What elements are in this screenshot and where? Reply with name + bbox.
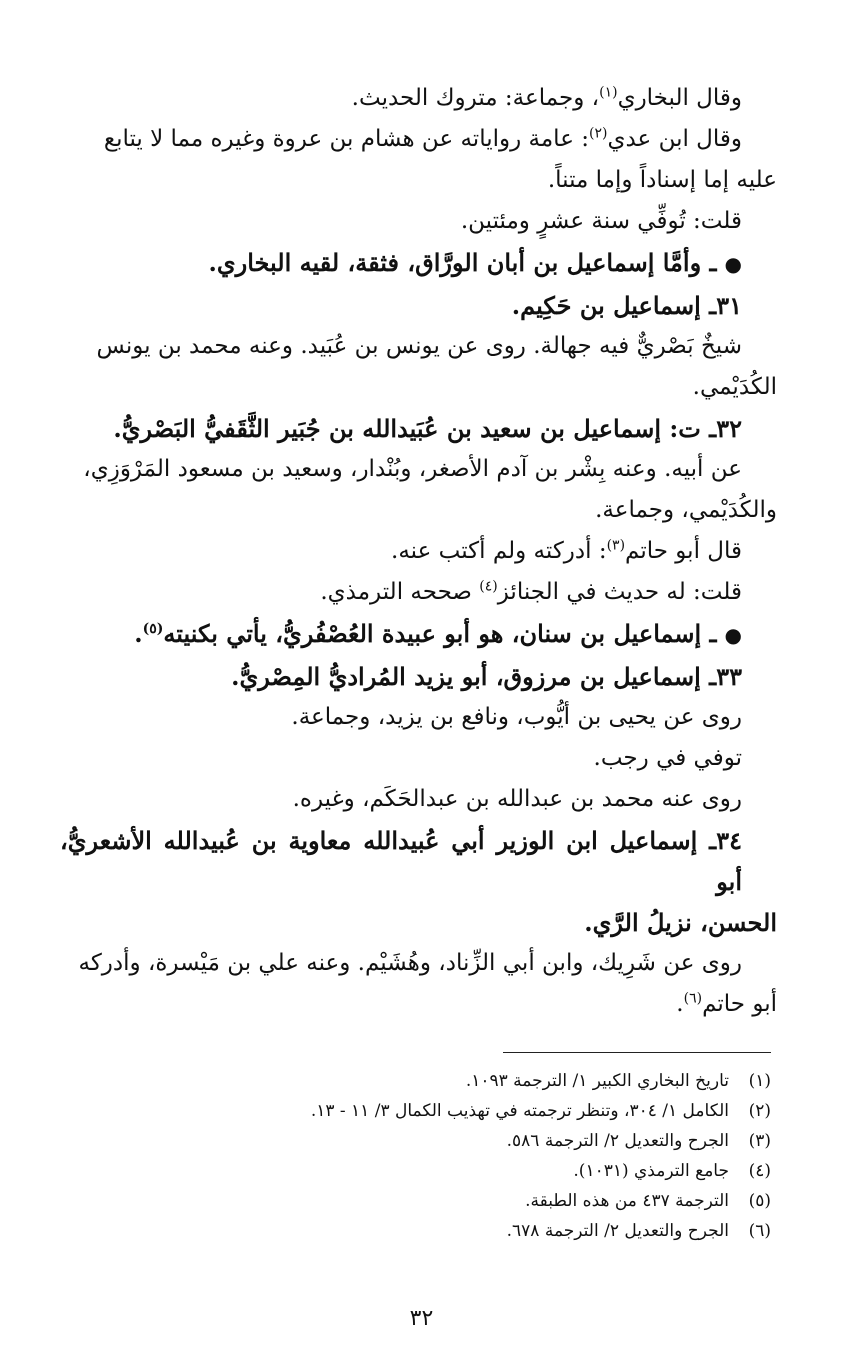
text-line: توفي في رجب.	[593, 745, 742, 771]
text-line: وقال ابن عدي$^{(٢)}$: عامة رواياته عن هشام بن عروة وغيره مما لا يتابع	[103, 125, 742, 152]
footnote-ref[interactable]: (١)	[599, 84, 618, 101]
text-line: روى عن يحيى بن أيُّوب، ونافع بن يزيد، وجماعة.	[291, 704, 742, 730]
footnote-item	[90, 1216, 771, 1246]
bullet-icon: ●	[724, 252, 742, 276]
text-line: أبو حاتم$^{(٦)}$.	[676, 990, 777, 1017]
text-line: قلت: تُوفِّي سنة عشرٍ ومئتين.	[460, 208, 742, 234]
footnote-text: تاريخ البخاري الكبير ١/ الترجمة ١٠٩٣.	[465, 1071, 729, 1091]
footnote-number: (٤)	[748, 1161, 771, 1181]
text-line: عن أبيه. وعنه بِشْر بن آدم الأصغر، وبُنْدار، وسعيد بن مسعود المَرْوَزِي،	[83, 456, 742, 482]
text-line: قلت: له حديث في الجنائز$^{(٤)}$ صححه الترمذي.	[320, 578, 742, 605]
footnote-text: جامع الترمذي (١٠٣١).	[573, 1161, 729, 1181]
bullet-icon: ●	[724, 623, 742, 647]
entry-heading: الحسن، نزيلُ الرَّي.	[584, 908, 777, 937]
footnote-text: الجرح والتعديل ٢/ الترجمة ٦٧٨.	[506, 1221, 729, 1241]
footnote-number: (٦)	[748, 1221, 771, 1241]
entry-heading: ●ـ إسماعيل بن سنان، هو أبو عبيدة العُصْفُريُّ، يأتي بكنيته$^{(٥)}$.	[60, 613, 777, 656]
footnote-item	[90, 1126, 771, 1156]
footnote-number: (١)	[748, 1071, 771, 1091]
entry-heading: ٣١ـ إسماعيل بن حَكِيم.	[511, 291, 742, 320]
footnote-ref[interactable]: (٣)	[606, 537, 626, 554]
text-line: وقال البخاري$^{(١)}$، وجماعة: متروك الحديث.	[351, 84, 742, 111]
text-line: شيخٌ بَصْريٌّ فيه جهالة. روى عن يونس بن عُبَيد. وعنه محمد بن يونس	[96, 333, 742, 359]
text-line: روى عنه محمد بن عبدالله بن عبدالحَكَم، وغيره.	[292, 786, 742, 812]
footnote-text: الجرح والتعديل ٢/ الترجمة ٥٨٦.	[506, 1131, 729, 1151]
entry-heading: ●ـ وأمَّا إسماعيل بن أبان الورَّاق، فثقة، لقيه البخاري.	[60, 242, 777, 285]
footnotes	[90, 1066, 771, 1246]
text-line: والكُدَيْمي، وجماعة.	[595, 497, 777, 523]
footnote-ref[interactable]: (٤)	[479, 578, 498, 595]
footnote-ref[interactable]: (٢)	[588, 125, 608, 142]
entry-heading: ٣٤ـ إسماعيل ابن الوزير أبي عُبيدالله معاوية بن عُبيدالله الأشعريُّ، أبو	[60, 826, 742, 896]
text-line: روى عن شَرِيك، وابن أبي الزِّناد، وهُشَيْم. وعنه علي بن مَيْسرة، وأدركه	[78, 950, 742, 976]
text-line: عليه إما إسناداً وإما متناً.	[547, 167, 777, 193]
entry-heading: ٣٣ـ إسماعيل بن مرزوق، أبو يزيد المُراديُّ المِصْريُّ.	[231, 662, 742, 691]
footnote-item	[90, 1186, 771, 1216]
entry-heading: ٣٢ـ ت: إسماعيل بن سعيد بن عُبَيدالله بن جُبَير الثَّقَفيُّ البَصْريُّ.	[113, 414, 742, 443]
text-line: قال أبو حاتم$^{(٣)}$: أدركته ولم أكتب عنه.	[391, 537, 742, 564]
footnote-item	[90, 1096, 771, 1126]
footnote-item	[90, 1066, 771, 1096]
footnote-number: (٥)	[748, 1191, 771, 1211]
footnote-divider	[503, 1052, 771, 1053]
footnote-item	[90, 1156, 771, 1186]
footnote-ref[interactable]: (٥)	[142, 621, 164, 637]
footnote-number: (٣)	[748, 1131, 771, 1151]
footnote-number: (٢)	[748, 1101, 771, 1121]
text-line: الكُدَيْمي.	[692, 374, 777, 400]
footnote-text: الترجمة ٤٣٧ من هذه الطبقة.	[525, 1191, 729, 1211]
footnote-ref[interactable]: (٦)	[683, 990, 703, 1007]
main-text	[60, 78, 777, 1025]
page-number: ٣٢	[409, 1306, 434, 1331]
footnote-text: الكامل ١/ ٣٠٤، وتنظر ترجمته في تهذيب الكمال ٣/ ١١ - ١٣.	[310, 1101, 729, 1121]
